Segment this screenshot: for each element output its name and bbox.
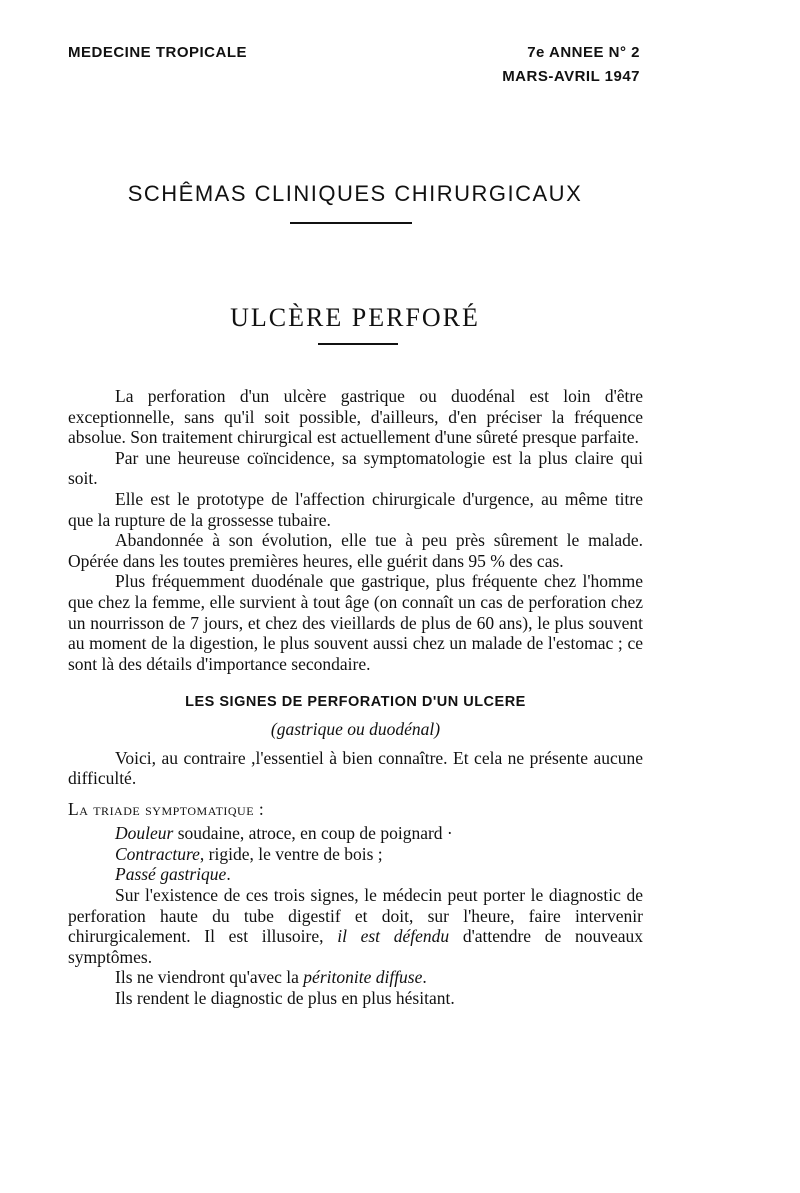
peritonitis-paragraph [68,967,643,988]
intro-paragraph: Plus fréquemment duodénale que gastrique, plus fréquente chez l'homme que chez la femme, elle survient à tout âge (on connaît un cas de perforation chez un nourrisson de 7 jours, et chez des vieillards de plus de 60 ans), le plus souvent au moment de la digestion, le plus souvent aussi chez un malade de l'estomac ; ce sont là des détails d'importance secondaire. [68,571,643,674]
article-body [68,386,643,1009]
paragraph-text: d'attendre de nouveaux symptômes. [68,926,643,967]
series-title: SCHÊMAS CLINIQUES CHIRURGICAUX [127,181,583,206]
issue-number: 7e ANNEE N° 2 [527,44,640,61]
symptom-line [68,844,643,865]
symptom-term: Contracture [115,843,200,864]
symptom-text: soudaine, atroce, en coup de poignard · [173,823,453,844]
issue-date: MARS-AVRIL 1947 [502,68,640,85]
paragraph-emphasis: il est défendu [337,926,450,947]
intro-paragraph: La perforation d'un ulcère gastrique ou duodénal est loin d'être exceptionnelle, sans qu'il soit possible, d'ailleurs, d'en préciser la fréquence absolue. Son traitement chirurgical est actuellement d'une sûreté presque parfaite. [68,386,643,448]
intro-paragraph: Par une heureuse coïncidence, sa symptomatologie est la plus claire qui soit. [68,447,643,489]
symptom-line [68,864,643,885]
section-lead: Voici, au contraire ,l'essentiel à bien connaître. Et cela ne présente aucune difficulté. [68,747,643,789]
symptom-line [68,823,643,844]
title-divider [290,222,412,224]
symptom-term: Passé gastrique [115,864,227,885]
journal-name: MEDECINE TROPICALE [68,44,248,61]
section-heading: LES SIGNES DE PERFORATION D'UN ULCERE [185,694,526,711]
paragraph-text: . [422,967,427,988]
diagnosis-paragraph [68,885,643,967]
article-title: ULCÈRE PERFORÉ [230,303,480,332]
paragraph-text: Sur l'existence de ces trois signes, le médecin peut porter le diagnostic de perforation haute du tube digestif et doit, sur l'heure, faire intervenir chirurgicalement. Il est illusoire, [68,885,643,947]
section-subheading: (gastrique ou duodénal) [270,718,441,739]
symptom-text: . [226,864,231,885]
paragraph-emphasis: péritonite diffuse [303,967,423,988]
closing-paragraph: Ils rendent le diagnostic de plus en plus hésitant. [115,988,455,1009]
intro-paragraph: Elle est le prototype de l'affection chirurgicale d'urgence, au même titre que la rupture de la grossesse tubaire. [68,488,643,530]
intro-paragraph: Abandonnée à son évolution, elle tue à peu près sûrement le malade. Opérée dans les toutes premières heures, elle guérit dans 95 % des cas. [68,530,643,571]
symptom-text: , rigide, le ventre de bois ; [199,843,383,864]
paragraph-text: Ils ne viendront qu'avec la [115,967,304,988]
article-title-underline [318,343,398,345]
symptom-term: Douleur [115,823,174,844]
triad-label: La triade symptomatique : [68,798,265,819]
